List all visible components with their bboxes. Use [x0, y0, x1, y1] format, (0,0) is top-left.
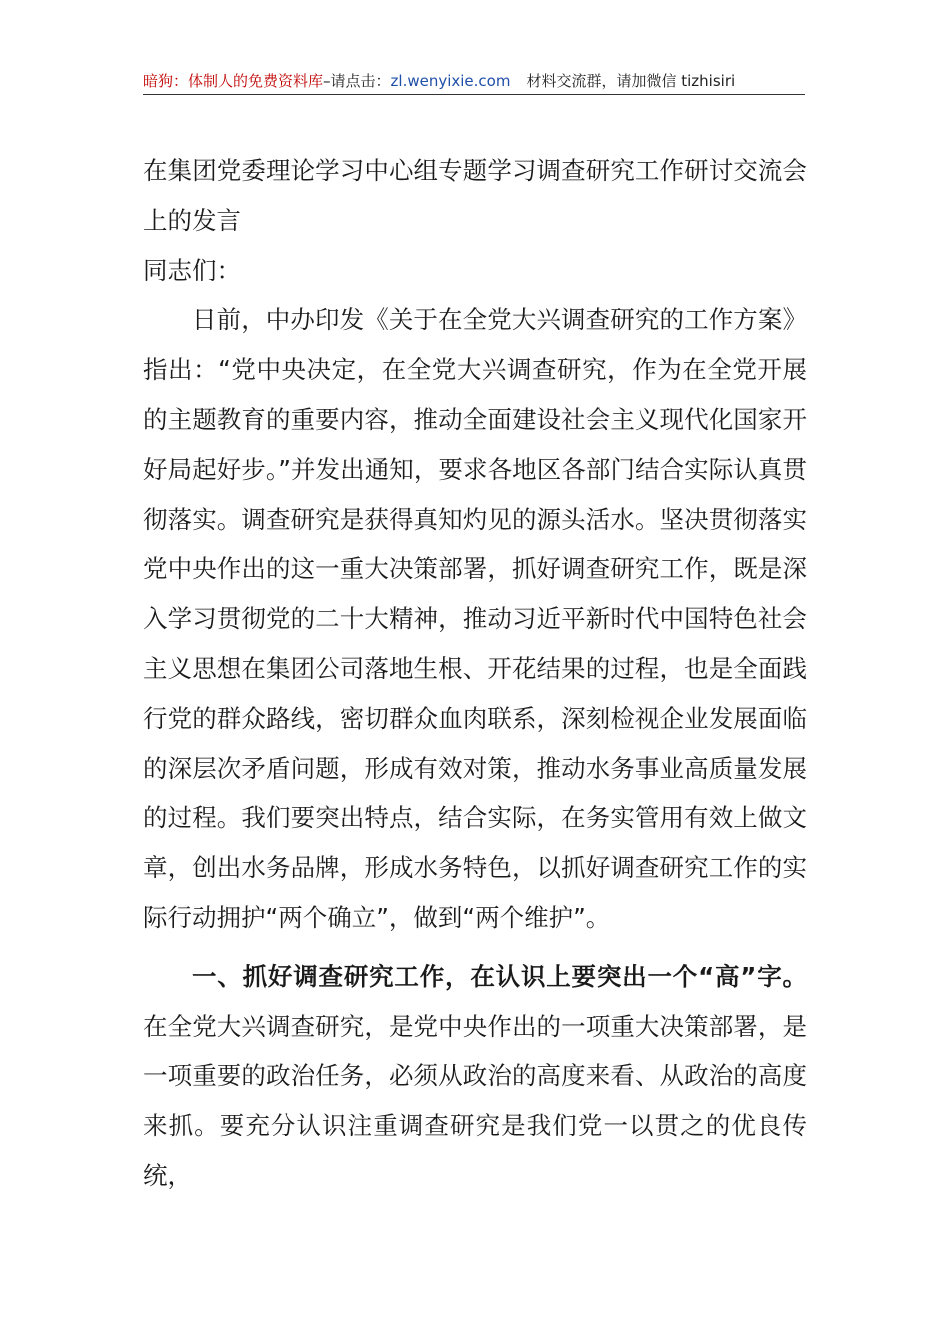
body-paragraph-intro [143, 295, 807, 942]
banner-group-info: 材料交流群，请加微信 tizhisiri [526, 72, 736, 90]
banner-click-prompt: –请点击： [323, 72, 391, 90]
header-divider [143, 94, 805, 95]
paragraph-text: 日前，中办印发《关于在全党大兴调查研究的工作方案》指出：“党中央决定，在全党大兴调查研究，作为在全党开展的主题教育的重要内容，推动全面建设社会主义现代化国家开好局起好步。”并发出通知，要求各地区各部门结合实际认真贯彻落实。调查研究是获得真知灼见的源头活水。坚决贯彻落实党中央作出的这一重大决策部署，抓好调查研究工作，既是深入学习贯彻党的二十大精神，推动习近平新时代中国特色社会主义思想在集团公司落地生根、开花结果的过程，也是全面践行党的群众路线，密切群众血肉联系，深刻检视企业发展面临的深层次矛盾问题，形成有效对策，推动水务事业高质量发展的过程。我们要突出特点，结合实际，在务实管用有效上做文章，创出水务品牌，形成水务特色，以抓好调查研究工作的实际行动拥护“两个确立”，做到“两个维护”。 [143, 305, 807, 932]
document-title: 在集团党委理论学习中心组专题学习调查研究工作研讨交流会上的发言 [143, 156, 807, 235]
banner-site-link[interactable]: zl.wenyixie.com [390, 72, 511, 90]
body-paragraph-section-one [143, 952, 807, 1201]
document-body [143, 146, 807, 1201]
section-heading: 一、抓好调查研究工作，在认识上要突出一个“高”字。 [192, 961, 807, 991]
banner-brand: 暗狗：体制人的免费资料库 [143, 72, 324, 90]
site-banner [143, 68, 805, 94]
salutation: 同志们： [143, 255, 241, 285]
paragraph-text: 在全党大兴调查研究，是党中央作出的一项重大决策部署，是一项重要的政治任务，必须从政治的高度来看、从政治的高度来抓。要充分认识注重调查研究是我们党一以贯之的优良传统， [143, 1011, 807, 1190]
